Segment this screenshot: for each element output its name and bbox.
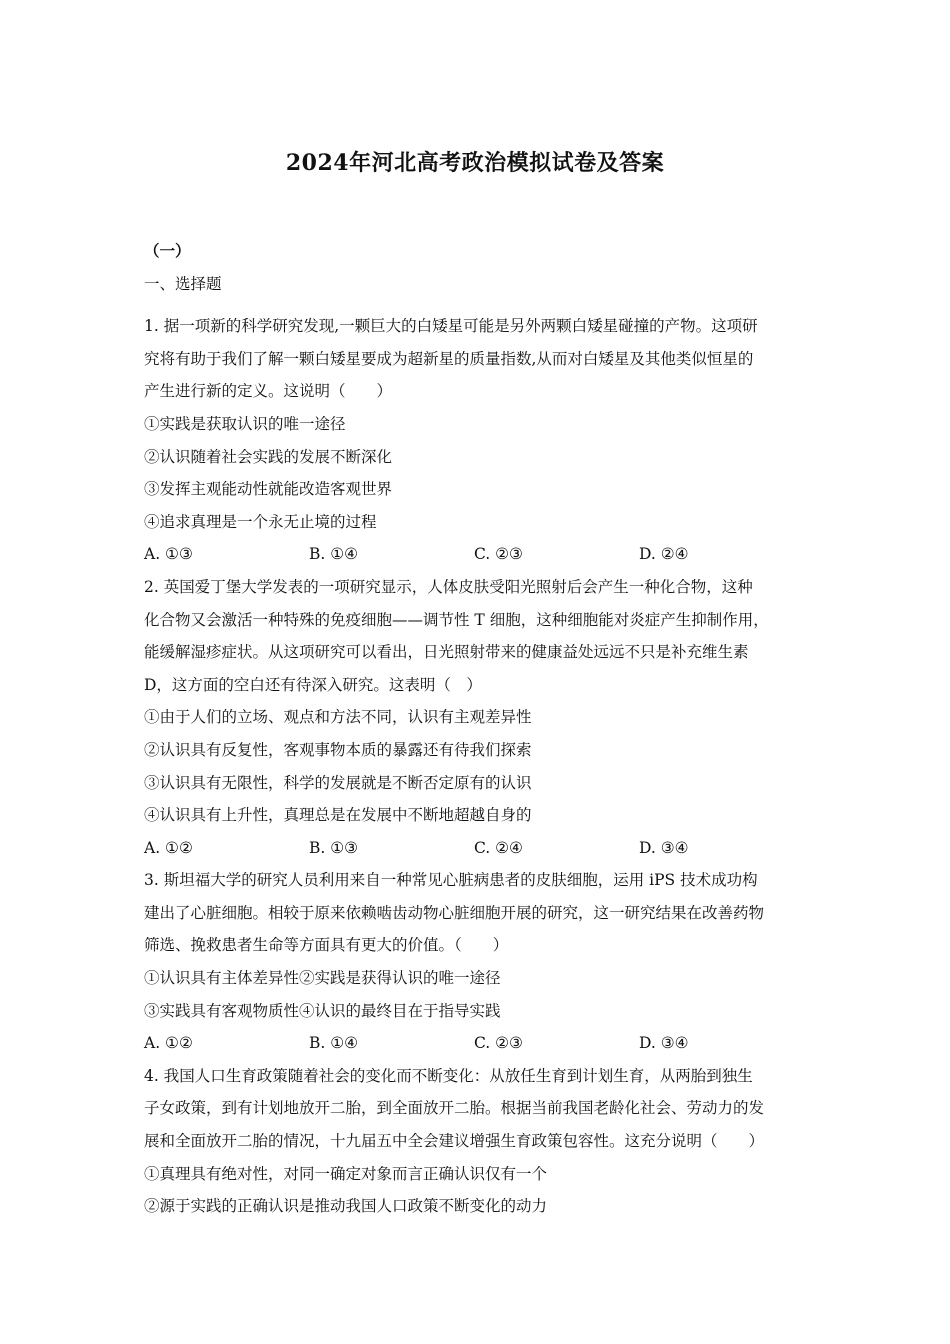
part-heading: 一、选择题 bbox=[144, 274, 222, 293]
option-c: C. ②③ bbox=[474, 1034, 523, 1053]
answer-options bbox=[144, 832, 812, 865]
statement: ①真理具有绝对性，对同一确定对象而言正确认识仅有一个 bbox=[144, 1164, 548, 1183]
spacer bbox=[144, 300, 812, 310]
option-b: B. ①④ bbox=[309, 1034, 359, 1053]
document-body bbox=[144, 235, 812, 1223]
statement: ①认识具有主体差异性②实践是获得认识的唯一途径 bbox=[144, 969, 501, 988]
question-text-line: 4. 我国人口生育政策随着社会的变化而不断变化：从放任生育到计划生育，从两胎到独生 bbox=[144, 1066, 753, 1085]
question-text-line: 3. 斯坦福大学的研究人员利用来自一种常见心脏病患者的皮肤细胞，运用 iPS 技术成功构 bbox=[144, 871, 758, 890]
option-c: C. ②③ bbox=[474, 545, 523, 564]
question-text-line: 筛选、挽救患者生命等方面具有更大的价值。（ ） bbox=[144, 936, 509, 955]
answer-options bbox=[144, 538, 812, 571]
option-d: D. ②④ bbox=[639, 545, 689, 564]
option-d: D. ③④ bbox=[639, 1034, 689, 1053]
question-text-line: 1. 据一项新的科学研究发现,一颗巨大的白矮星可能是另外两颗白矮星碰撞的产物。这项研 bbox=[144, 317, 758, 336]
option-b: B. ①③ bbox=[309, 838, 359, 857]
question-text-line: 化合物又会激活一种特殊的免疫细胞——调节性 T 细胞，这种细胞能对炎症产生抑制作用， bbox=[144, 610, 769, 629]
statement: ③认识具有无限性，科学的发展就是不断否定原有的认识 bbox=[144, 773, 532, 792]
question-text-line: 究将有助于我们了解一颗白矮星要成为超新星的质量指数,从而对白矮星及其他类似恒星的 bbox=[144, 349, 754, 368]
statement: ③实践具有客观物质性④认识的最终目在于指导实践 bbox=[144, 1001, 501, 1020]
statement: ②认识具有反复性，客观事物本质的暴露还有待我们探索 bbox=[144, 740, 532, 759]
option-a: A. ①③ bbox=[144, 545, 193, 564]
question-4 bbox=[144, 1060, 812, 1223]
option-b: B. ①④ bbox=[309, 545, 359, 564]
statement: ②源于实践的正确认识是推动我国人口政策不断变化的动力 bbox=[144, 1197, 548, 1216]
question-3 bbox=[144, 864, 812, 1060]
statement: ①实践是获取认识的唯一途径 bbox=[144, 414, 346, 433]
question-text-line: 2. 英国爱丁堡大学发表的一项研究显示，人体皮肤受阳光照射后会产生一种化合物，这种 bbox=[144, 577, 753, 596]
option-a: A. ①② bbox=[144, 1034, 193, 1053]
option-d: D. ③④ bbox=[639, 838, 689, 857]
document-title: 2024年河北高考政治模拟试卷及答案 bbox=[285, 150, 665, 176]
statement: ①由于人们的立场、观点和方法不同，认识有主观差异性 bbox=[144, 708, 532, 727]
statement: ③发挥主观能动性就能改造客观世界 bbox=[144, 480, 393, 499]
question-text-line: D，这方面的空白还有待深入研究。这表明（ ） bbox=[144, 675, 482, 694]
option-c: C. ②④ bbox=[474, 838, 523, 857]
section-label: （一） bbox=[144, 241, 191, 260]
question-text-line: 产生进行新的定义。这说明（ ） bbox=[144, 382, 393, 401]
question-text-line: 子女政策，到有计划地放开二胎，到全面放开二胎。根据当前我国老龄化社会、劳动力的发 bbox=[144, 1099, 765, 1118]
question-text-line: 建出了心脏细胞。相较于原来依赖啮齿动物心脏细胞开展的研究，这一研究结果在改善药物 bbox=[144, 903, 765, 922]
option-a: A. ①② bbox=[144, 838, 193, 857]
question-2 bbox=[144, 571, 812, 864]
question-text-line: 展和全面放开二胎的情况，十九届五中全会建议增强生育政策包容性。这充分说明（ ） bbox=[144, 1132, 765, 1151]
statement: ④追求真理是一个永无止境的过程 bbox=[144, 512, 377, 531]
question-1 bbox=[144, 310, 812, 571]
question-text-line: 能缓解湿疹症状。从这项研究可以看出，日光照射带来的健康益处远远不只是补充维生素 bbox=[144, 643, 749, 662]
answer-options bbox=[144, 1027, 812, 1060]
statement: ④认识具有上升性，真理总是在发展中不断地超越自身的 bbox=[144, 806, 532, 825]
statement: ②认识随着社会实践的发展不断深化 bbox=[144, 447, 393, 466]
